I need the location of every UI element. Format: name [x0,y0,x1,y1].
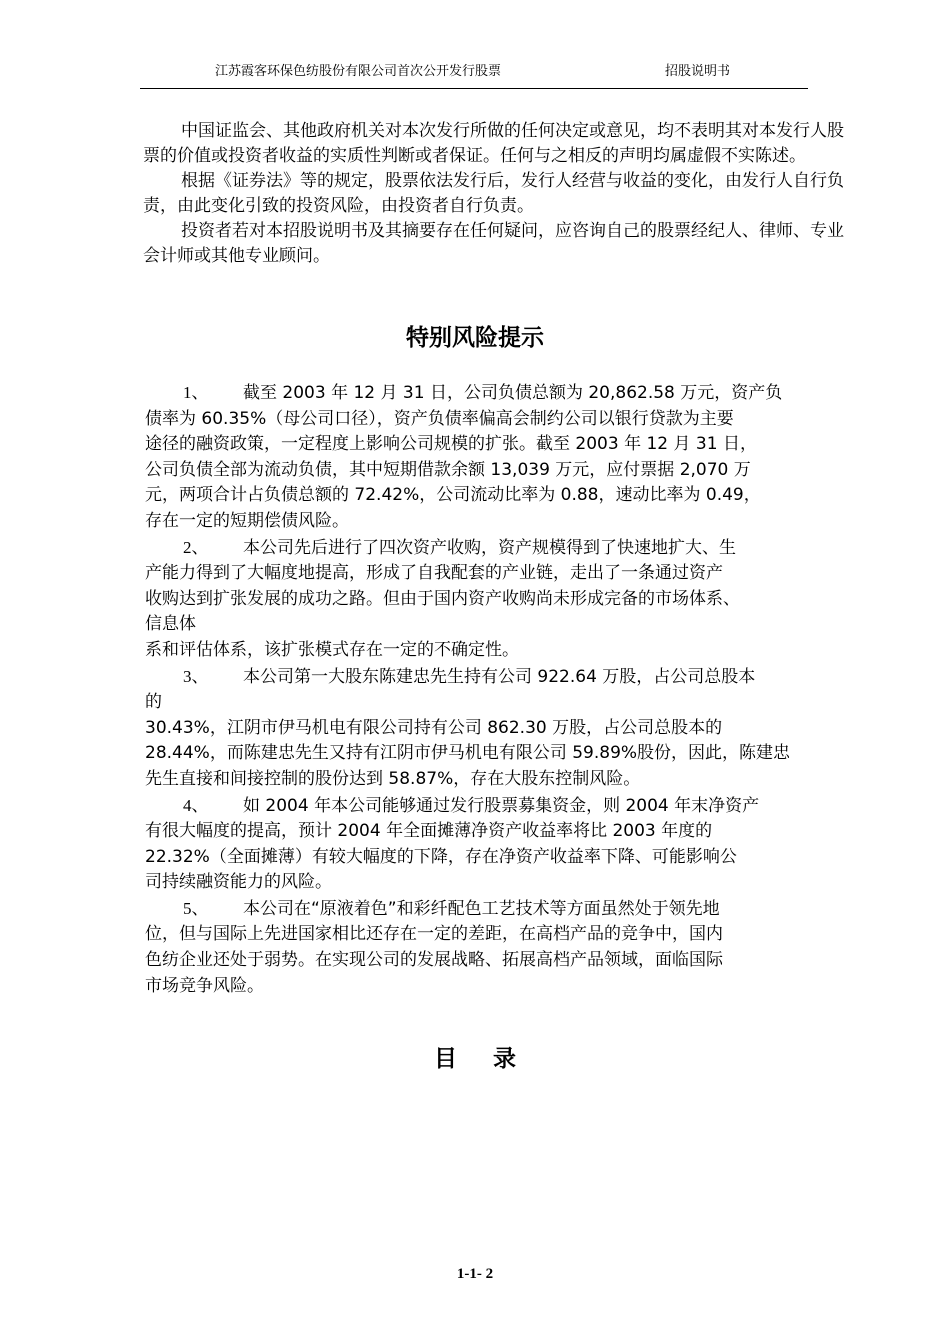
risk-line [145,535,813,562]
risk-section-title: 特别风险提示 [406,325,544,351]
toc-title: 目录 [434,1046,552,1072]
risk-line-text: 如 2004 年本公司能够通过发行股票募集资金，则 2004 年末净资产 [243,795,760,816]
risk-line-text: 截至 2003 年 12 月 31 日，公司负债总额为 20,862.58 万元，资产负 [243,383,783,403]
risk-line: 色纺企业还处于弱势。在实现公司的发展战略、拓展高档产品领域，面临国际 [145,950,723,971]
risk-line: 存在一定的短期偿债风险。 [145,510,349,531]
risk-line: 产能力得到了大幅度地提高，形成了自我配套的产业链，走出了一条通过资产 [145,563,723,584]
risk-line: 先生直接和间接控制的股份达到 58.87%，存在大股东控制风险。 [145,768,641,789]
risk-line: 信息体 [145,614,196,635]
risk-item [145,380,813,535]
risk-line: 公司负债全部为流动负债，其中短期借款余额 13,039 万元，应付票据 2,070 万 [145,459,751,480]
risk-line: 位，但与国际上先进国家相比还存在一定的差距，在高档产品的竞争中，国内 [145,924,723,945]
risk-item [145,896,813,999]
risk-line: 途径的融资政策，一定程度上影响公司规模的扩张。截至 2003 年 12 月 31 日， [145,434,757,455]
risk-number: 3、 [183,666,209,686]
risk-line: 28.44%，而陈建忠先生又持有江阴市伊马机电有限公司 59.89%股份，因此，陈建忠 [145,743,791,764]
risk-line: 的 [145,692,162,713]
risk-line [145,380,813,407]
risk-line: 22.32%（全面摊薄）有较大幅度的下降，存在净资产收益率下降、可能影响公 [145,846,737,867]
risk-item [145,664,813,793]
risk-line: 市场竞争风险。 [145,975,264,996]
risk-number: 5、 [183,898,209,918]
risk-line [145,793,813,820]
page-number: 1-1- 2 [456,1266,494,1282]
risk-item [145,535,813,664]
risk-line-text: 本公司先后进行了四次资产收购，资产规模得到了快速地扩大、生 [243,537,736,558]
risk-line: 系和评估体系，该扩张模式存在一定的不确定性。 [145,639,519,660]
risk-line [145,664,813,691]
risk-line: 元，两项合计占负债总额的 72.42%，公司流动比率为 0.88，速动比率为 0.49， [145,485,761,506]
header-document-title: 江苏霞客环保色纺股份有限公司首次公开发行股票 [215,64,502,79]
risk-line: 债率为 60.35%（母公司口径），资产负债率偏高会制约公司以银行贷款为主要 [145,408,734,429]
risk-number: 2、 [183,537,209,557]
risk-line-text: 本公司第一大股东陈建忠先生持有公司 922.64 万股，占公司总股本 [243,666,756,687]
risk-number: 4、 [183,795,209,815]
risk-line-text: 本公司在“原液着色”和彩纤配色工艺技术等方面虽然处于领先地 [243,898,720,919]
intro-paragraph: 中国证监会、其他政府机关对本次发行所做的任何决定或意见，均不表明其对本发行人股票的价值或投资者收益的实质性判断或者保证。任何与之相反的声明均属虚假不实陈述。 [143,121,844,166]
header-document-type: 招股说明书 [665,64,731,79]
intro-statement [143,119,855,269]
risk-list [145,380,813,999]
risk-line: 30.43%，江阴市伊马机电有限公司持有公司 862.30 万股，占公司总股本的 [145,717,723,738]
intro-paragraph: 投资者若对本招股说明书及其摘要存在任何疑问，应咨询自己的股票经纪人、律师、专业会计师或其他专业顾问。 [143,221,844,266]
risk-line: 收购达到扩张发展的成功之路。但由于国内资产收购尚未形成完备的市场体系、 [145,588,740,609]
risk-line: 司持续融资能力的风险。 [145,872,332,893]
risk-item [145,793,813,896]
risk-line: 有很大幅度的提高，预计 2004 年全面摊薄净资产收益率将比 2003 年度的 [145,821,713,842]
risk-number: 1、 [183,383,209,402]
page-header [140,58,808,89]
risk-line [145,896,813,923]
intro-paragraph: 根据《证券法》等的规定，股票依法发行后，发行人经营与收益的变化，由发行人自行负责，由此变化引致的投资风险，由投资者自行负责。 [143,171,844,216]
